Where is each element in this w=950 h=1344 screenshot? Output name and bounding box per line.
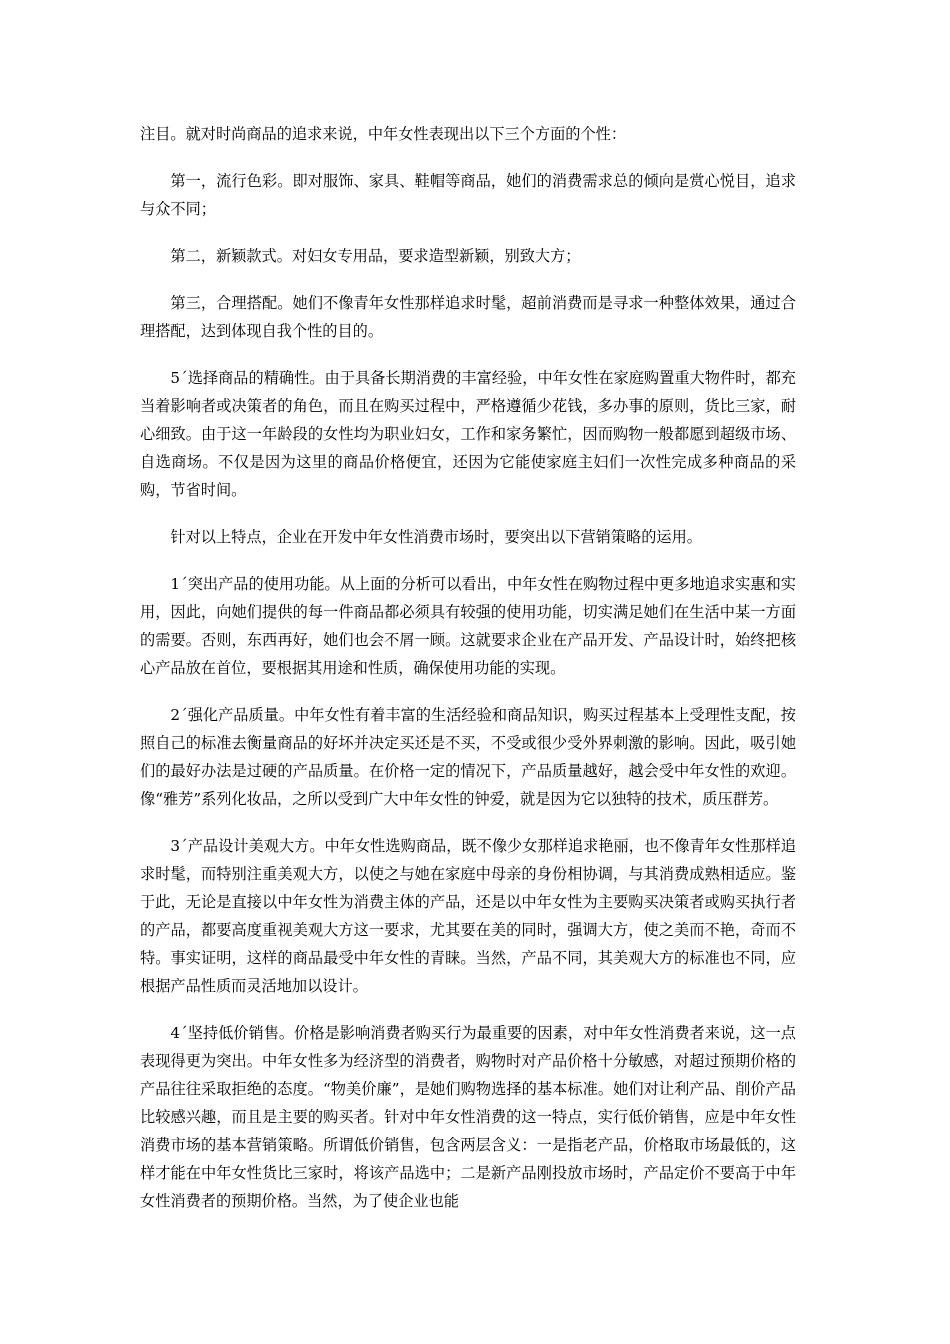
paragraph-strategy-4: 4ˊ坚持低价销售。价格是影响消费者购买行为最重要的因素，对中年女性消费者来说，这一点表现得更为突出。中年女性多为经济型的消费者，购物时对产品价格十分敏感，对超过预期价格的产品往往采取拒绝的态度。“物美价廉”，是她们购物选择的基本标准。她们对让利产品、削价产品比较感兴趣，而且是主要的购买者。针对中年女性消费的这一特点，实行低价销售，应是中年女性消费市场的基本营销策略。所谓低价销售，包含两层含义：一是指老产品，价格取市场最低的，这样才能在中年女性货比三家时，将该产品选中；二是新产品刚投放市场时，产品定价不要高于中年女性消费者的预期价格。当然，为了使企业也能 — [140, 1024, 796, 1210]
paragraph-strategy-intro: 针对以上特点，企业在开发中年女性消费市场时，要突出以下营销策略的运用。 — [170, 528, 702, 546]
document-page — [140, 120, 796, 1234]
paragraph-point-5: 5ˊ选择商品的精确性。由于具备长期消费的丰富经验，中年女性在家庭购置重大物件时，都充当着影响者或决策者的角色，而且在购买过程中，严格遵循少花钱，多办事的原则，货比三家，耐心细致。由于这一年龄段的女性均为职业妇女，工作和家务繁忙，因而购物一般都愿到超级市场、自选商场。不仅是因为这里的商品价格便宜，还因为它能使家庭主妇们一次性完成多种商品的采购，节省时间。 — [140, 369, 796, 499]
paragraph-second-style: 第二，新颖款式。对妇女专用品，要求造型新颖，别致大方； — [170, 247, 581, 265]
paragraph-third-matching: 第三，合理搭配。她们不像青年女性那样追求时髦，超前消费而是寻求一种整体效果，通过合理搭配，达到体现自我个性的目的。 — [140, 294, 796, 340]
paragraph-strategy-2: 2ˊ强化产品质量。中年女性有着丰富的生活经验和商品知识，购买过程基本上受理性支配，按照自己的标准去衡量商品的好坏并决定买还是不买，不受或很少受外界刺激的影响。因此，吸引她们的最好办法是过硬的产品质量。在价格一定的情况下，产品质量越好，越会受中年女性的欢迎。像“雅芳”系列化妆品，之所以受到广大中年女性的钟爱，就是因为它以独特的技术，质压群芳。 — [140, 706, 796, 808]
paragraph-intro: 注目。就对时尚商品的追求来说，中年女性表现出以下三个方面的个性： — [140, 125, 626, 143]
paragraph-strategy-1: 1ˊ突出产品的使用功能。从上面的分析可以看出，中年女性在购物过程中更多地追求实惠和实用，因此，向她们提供的每一件商品都必须具有较强的使用功能，切实满足她们在生活中某一方面的需要。否则，东西再好，她们也会不屑一顾。这就要求企业在产品开发、产品设计时，始终把核心产品放在首位，要根据其用途和性质，确保使用功能的实现。 — [140, 575, 796, 677]
paragraph-first-color: 第一，流行色彩。即对服饰、家具、鞋帽等商品，她们的消费需求总的倾向是赏心悦目，追求与众不同； — [140, 172, 796, 218]
paragraph-strategy-3: 3ˊ产品设计美观大方。中年女性选购商品，既不像少女那样追求艳丽，也不像青年女性那样追求时髦，而特别注重美观大方，以使之与她在家庭中母亲的身份相协调，与其消费成熟相适应。鉴于此，无论是直接以中年女性为消费主体的产品，还是以中年女性为主要购买决策者或购买执行者的产品，都要高度重视美观大方这一要求，尤其要在美的同时，强调大方，使之美而不艳，奇而不特。事实证明，这样的商品最受中年女性的青睐。当然，产品不同，其美观大方的标准也不同，应根据产品性质而灵活地加以设计。 — [140, 837, 796, 995]
